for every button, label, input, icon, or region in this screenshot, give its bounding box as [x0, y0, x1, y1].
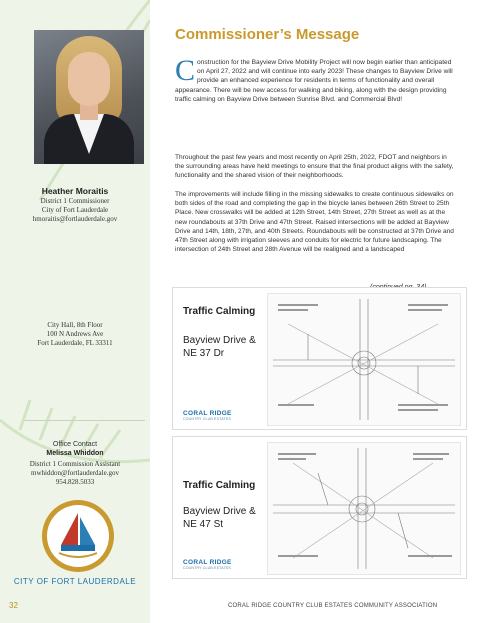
commissioner-org: City of Fort Lauderdale	[41, 206, 109, 214]
article-paragraph-2: Throughout the past few years and most recently on April 25th, 2022, FDOT and neighbors in the surrounding areas have held meetings to ensure that the final product aligns with the safety, functionality and the shared vision of their neighborhoods.	[175, 154, 454, 180]
city-label: CITY OF FORT LAUDERDALE	[13, 577, 137, 586]
traffic-calming-panel-1	[172, 287, 467, 430]
engineering-plan-drawing	[267, 293, 461, 426]
panel-heading: Traffic Calming	[183, 480, 256, 491]
panel-subtitle: Bayview Drive & NE 47 St	[183, 506, 256, 530]
coral-ridge-logo: CORAL RIDGE COUNTRY CLUB ESTATES	[183, 559, 232, 570]
traffic-calming-panel-2	[172, 436, 467, 579]
article-paragraph-1-text: onstruction for the Bayview Drive Mobility Project will now begin earlier than anticipated on April 27, 2022 and will continue into early 2023! These changes to Bayview Drive will provide an enhanced experience for residents in terms of functionality and overall appearance. There will be new access for walking and biking, along with the design providing traffic calming on Bayview Drive between Sunrise Blvd. and Commercial Blvd!	[175, 59, 453, 103]
article-paragraph-3: The improvements will include filling in the missing sidewalks to create continuous sidewalks on both sides of the road and completing the gap in the bicycle lanes between 26th Street to 25th Place. New crosswalks will be added at 12th Street, 14th Street, 27th Street as well as at the new roundabouts at 37th Drive and 47th Street. Raised intersections will be added at Bayview Drive and 14th, 18th, 27th, and 40th Streets. Roundabouts will be constructed at 37th Drive and 47th Street along with irrigation sleeves and conduits for electric for future landscaping. The intersection of 24th Street and 28th Avenue will be realigned and a landscaped	[175, 191, 454, 254]
drop-cap: C	[175, 54, 196, 87]
address-line-1: City Hall, 8th Floor	[47, 321, 103, 329]
commissioner-email[interactable]: hmoraitis@fortlauderdale.gov	[32, 215, 118, 223]
address-line-2: 100 N Andrews Ave	[46, 330, 104, 338]
panel-subtitle: Bayview Drive & NE 37 Dr	[183, 335, 256, 359]
engineering-plan-drawing	[267, 442, 461, 575]
commissioner-photo	[34, 30, 144, 164]
article-paragraph-1	[175, 54, 457, 104]
page-title: Commissioner’s Message	[175, 26, 360, 43]
sailboat-icon	[47, 505, 109, 567]
divider	[25, 420, 145, 421]
city-seal-logo	[42, 500, 114, 572]
office-contact-name: Melissa Whiddon	[46, 450, 104, 457]
page-number: 32	[9, 601, 18, 610]
commissioner-name: Heather Moraitis	[41, 186, 109, 196]
publication-footer: CORAL RIDGE COUNTRY CLUB ESTATES COMMUNITY ASSOCIATION	[228, 603, 438, 609]
sidebar	[0, 0, 150, 623]
coral-ridge-logo: CORAL RIDGE COUNTRY CLUB ESTATES	[183, 410, 232, 421]
address-line-3: Fort Lauderdale, FL 33311	[37, 339, 113, 347]
office-contact-role: District 1 Commission Assistant	[29, 460, 121, 468]
office-contact-email[interactable]: mwhiddon@fortlauderdale.gov	[31, 469, 119, 477]
office-contact-heading: Office Contact	[52, 441, 98, 448]
office-contact-phone: 954.828.5033	[55, 478, 95, 486]
panel-heading: Traffic Calming	[183, 306, 256, 317]
commissioner-role: District 1 Commissioner	[40, 197, 110, 205]
